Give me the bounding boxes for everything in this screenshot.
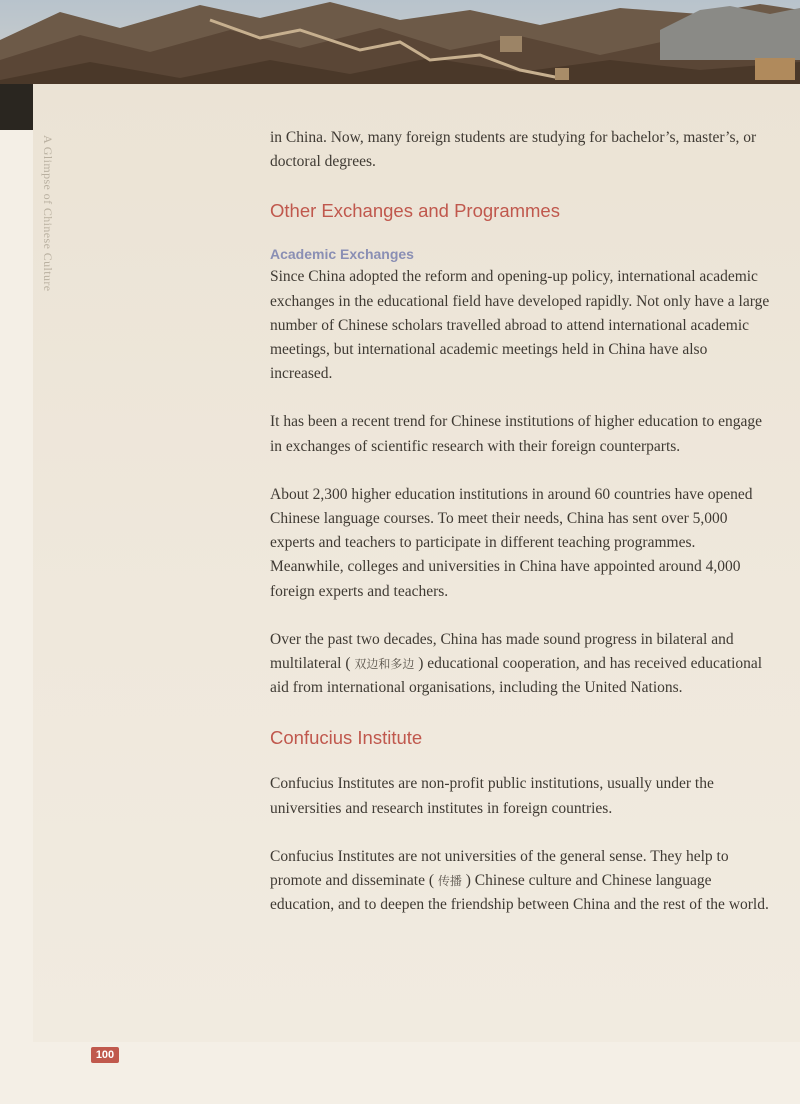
intro-paragraph: in China. Now, many foreign students are studying for bachelor’s, master’s, or doctoral degrees. — [270, 129, 757, 171]
paragraph-academic-1: Since China adopted the reform and opening-up policy, international academic exchanges in the educational field have developed rapidly. Not only have a large number of Chinese scholars travelled abroad to attend international academic meetings, but international academic meetings held in China have also increased. — [270, 268, 770, 383]
paragraph-academic-4 — [270, 628, 770, 701]
paragraph-academic-2: It has been a recent trend for Chinese institutions of higher education to engage in exchanges of scientific research with their foreign counterparts. — [270, 413, 762, 455]
main-content — [270, 126, 770, 917]
paragraph-confucius-2 — [270, 845, 770, 918]
banner-side-strip — [0, 84, 33, 130]
p4-text-before: Over the past two decades, China has made sound progress in bilateral and multilateral ( — [270, 630, 734, 673]
p4-chinese-term: 双边和多边 — [354, 657, 415, 672]
p2-text-after: ) Chinese culture and Chinese language education, and to deepen the friendship between China and the rest of the world. — [270, 872, 769, 914]
paragraph-confucius-1: Confucius Institutes are non-profit public institutions, usually under the universities and research institutes in foreign countries. — [270, 775, 714, 817]
running-head: A Glimpse of Chinese Culture — [41, 135, 55, 292]
page-number-badge: 100 — [91, 1047, 119, 1063]
p2-chinese-term: 传播 — [437, 874, 462, 889]
paragraph-academic-3: About 2,300 higher education institutions in around 60 countries have opened Chinese language courses. To meet their needs, China has sent over 5,000 experts and teachers to participate in different teaching programmes. Meanwhile, colleges and universities in China have appointed around 4,000 foreign experts and teachers. — [270, 485, 753, 600]
section-heading-other-exchanges: Other Exchanges and Programmes — [270, 200, 560, 222]
p4-text-after: ) educational cooperation, and has received educational aid from international organisations, including the United Nations. — [270, 655, 763, 697]
subheading-academic-exchanges: Academic Exchanges — [270, 246, 414, 263]
p2-text-before: Confucius Institutes are not universities of the general sense. They help to promote and disseminate ( — [270, 847, 729, 890]
section-heading-confucius-institute: Confucius Institute — [270, 727, 423, 749]
